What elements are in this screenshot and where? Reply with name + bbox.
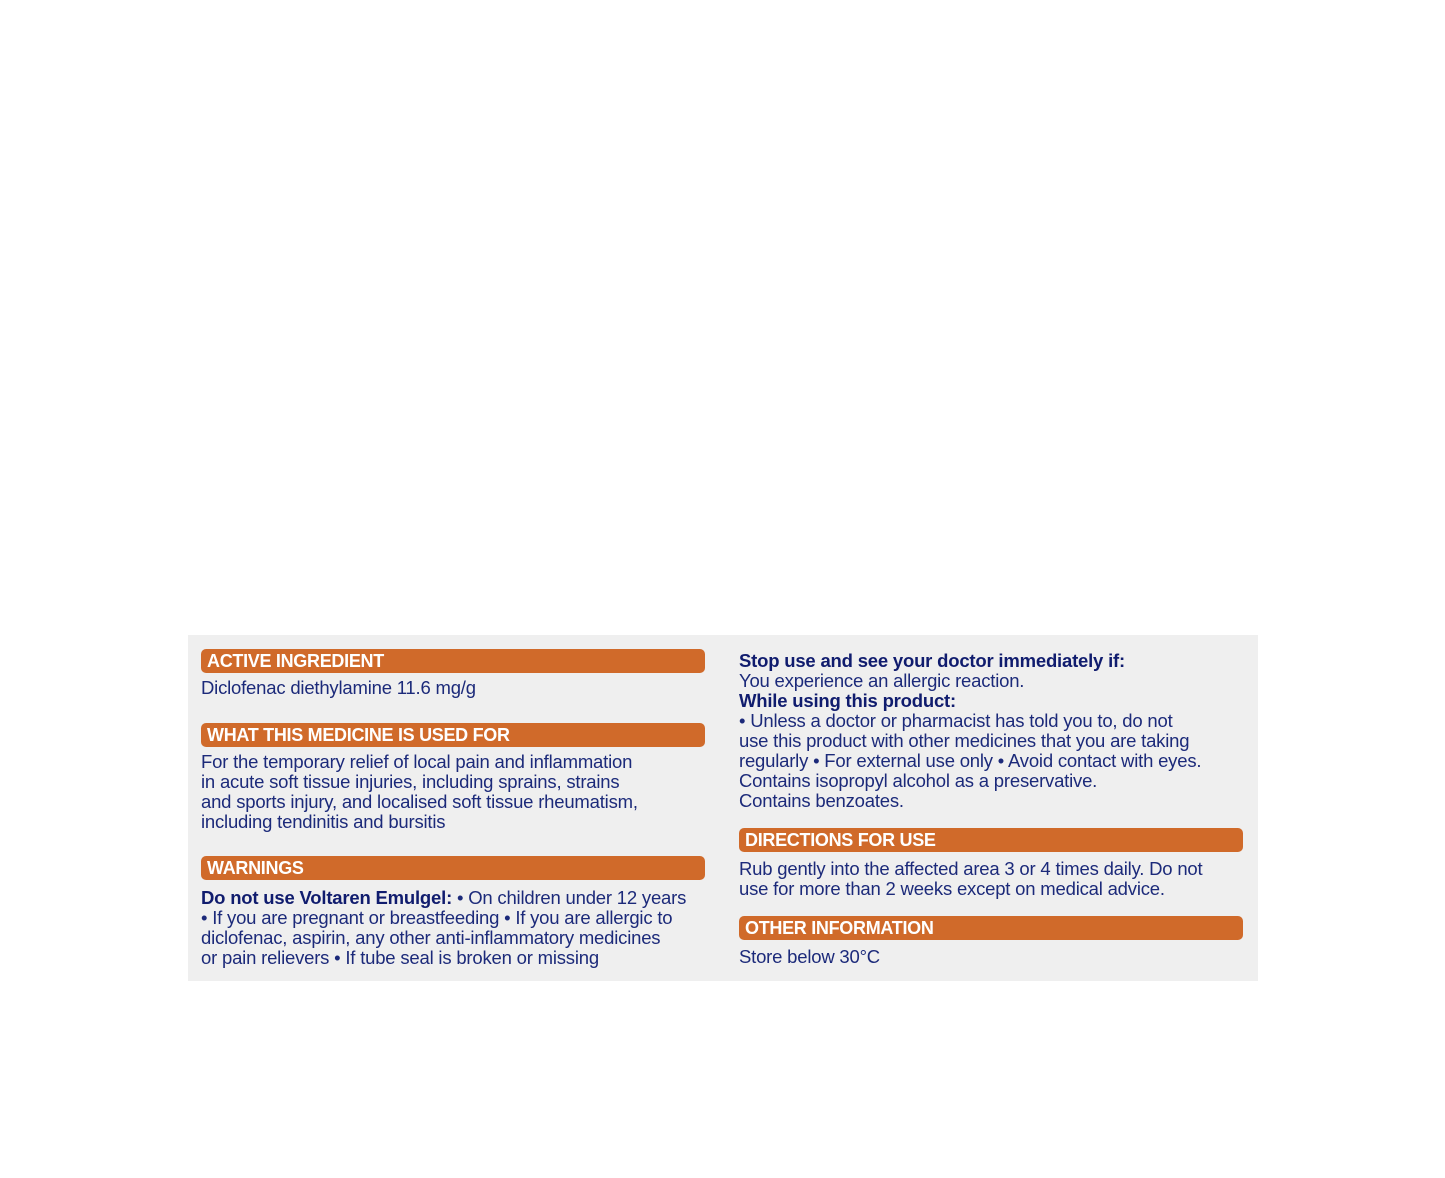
medicine-info-panel [188, 635, 1258, 981]
warnings-line: diclofenac, aspirin, any other anti-inflammatory medicines [201, 927, 661, 948]
while-using-line: regularly • For external use only • Avoid contact with eyes. [739, 750, 1202, 771]
do-not-use-heading: Do not use Voltaren Emulgel: [201, 887, 453, 908]
active-ingredient-text [201, 678, 476, 698]
directions-line: use for more than 2 weeks except on medical advice. [739, 878, 1165, 899]
warnings-header: WARNINGS [201, 856, 705, 880]
used-for-line: including tendinitis and bursitis [201, 811, 446, 832]
stop-use-heading: Stop use and see your doctor immediately if: [739, 650, 1125, 671]
stop-use-block [739, 651, 1201, 811]
used-for-header: WHAT THIS MEDICINE IS USED FOR [201, 723, 705, 747]
warnings-text [201, 888, 686, 968]
other-info-line: Store below 30°C [739, 946, 880, 967]
used-for-line: in acute soft tissue injuries, including sprains, strains [201, 771, 620, 792]
warnings-lead-rest: • On children under 12 years [452, 887, 687, 908]
while-using-heading: While using this product: [739, 690, 956, 711]
stop-use-text: You experience an allergic reaction. [739, 670, 1025, 691]
warnings-line: • If you are pregnant or breastfeeding • If you are allergic to [201, 907, 673, 928]
directions-header: DIRECTIONS FOR USE [739, 828, 1243, 852]
directions-line: Rub gently into the affected area 3 or 4 times daily. Do not [739, 858, 1203, 879]
used-for-line: For the temporary relief of local pain and inflammation [201, 751, 633, 772]
while-using-line: • Unless a doctor or pharmacist has told you to, do not [739, 710, 1173, 731]
used-for-line: and sports injury, and localised soft tissue rheumatism, [201, 791, 638, 812]
active-ingredient-header: ACTIVE INGREDIENT [201, 649, 705, 673]
other-info-text [739, 947, 880, 967]
while-using-line: use this product with other medicines that you are taking [739, 730, 1190, 751]
while-using-line: Contains isopropyl alcohol as a preservative. [739, 770, 1098, 791]
used-for-text [201, 752, 638, 832]
directions-text [739, 859, 1202, 899]
while-using-line: Contains benzoates. [739, 790, 904, 811]
other-info-header: OTHER INFORMATION [739, 916, 1243, 940]
warnings-line: or pain relievers • If tube seal is broken or missing [201, 947, 599, 968]
active-ingredient-line: Diclofenac diethylamine 11.6 mg/g [201, 677, 476, 698]
warnings-lead-line [201, 888, 686, 908]
